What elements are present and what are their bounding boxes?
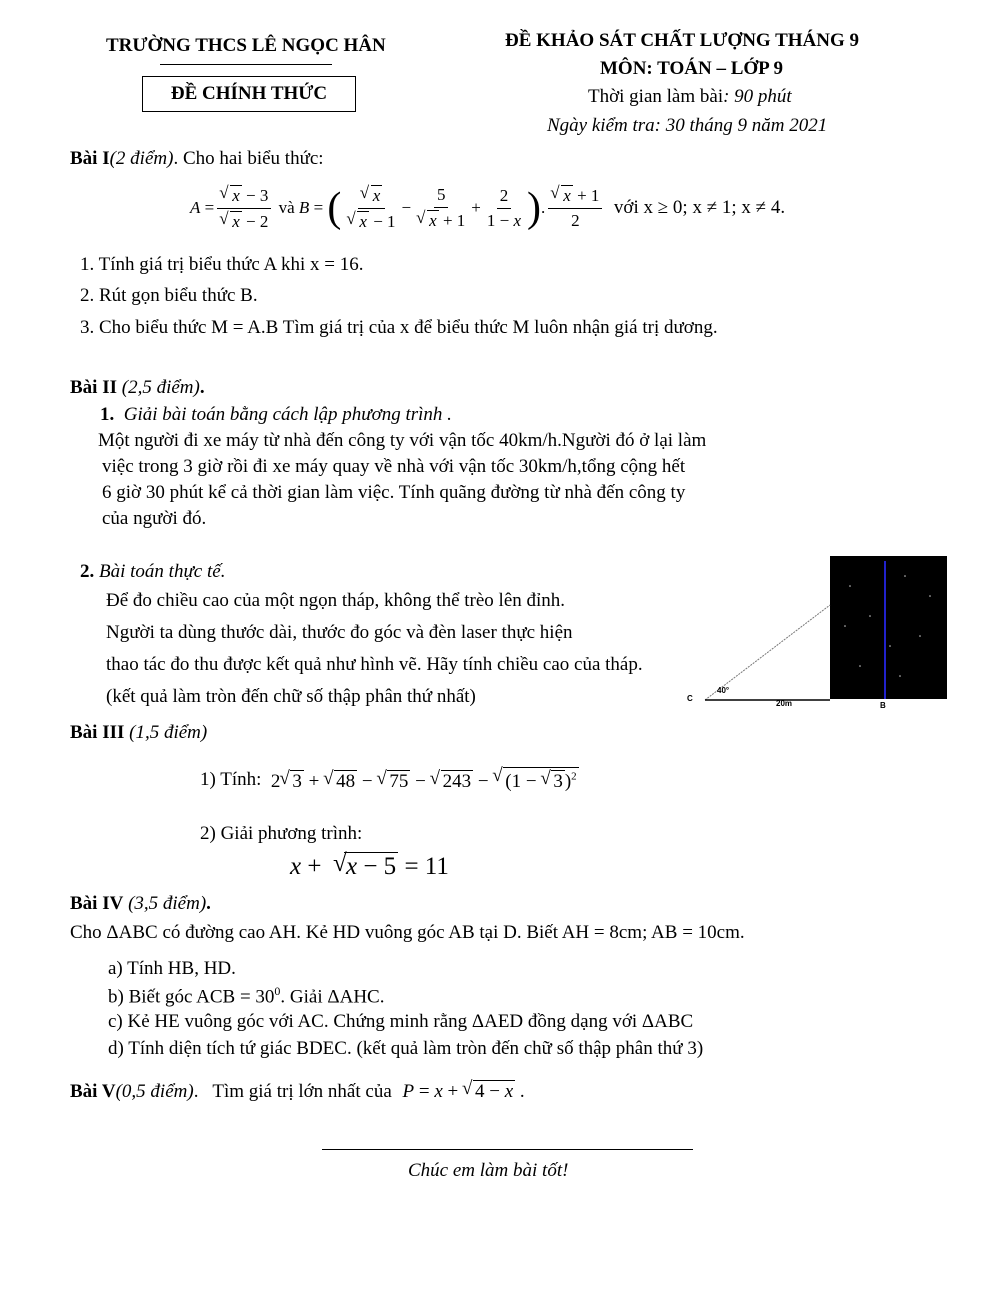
time-value: : 90 phút	[723, 86, 792, 107]
bai1-points: (2 điểm)	[109, 148, 174, 169]
bai2-heading: Bài II (2,5 điểm).	[70, 377, 205, 398]
bai2-part1-heading: 1. Giải bài toán bằng cách lập phương trình .	[100, 404, 452, 425]
bai4-title: Bài IV	[70, 893, 124, 914]
bai2-title: Bài II	[70, 377, 117, 398]
footer-wish: Chúc em làm bài tốt!	[408, 1160, 569, 1181]
bai3-points: (1,5 điểm)	[124, 722, 208, 743]
bai3-title: Bài III	[70, 722, 125, 743]
tower-stars	[830, 556, 947, 699]
bai1-item-1: 1. Tính giá trị biểu thức A khi x = 16.	[80, 254, 364, 275]
bai1-intro: . Cho hai biểu thức:	[173, 148, 324, 169]
bai5-title: Bài V	[70, 1080, 116, 1102]
bai2-p2-line-4: (kết quả làm tròn đến chữ số thập phân thứ nhất)	[106, 686, 476, 707]
exam-date: Ngày kiểm tra: 30 tháng 9 năm 2021	[547, 115, 828, 136]
bai5-text: . Tìm giá trị lớn nhất của	[193, 1080, 397, 1102]
bai3-q2-label: 2) Giải phương trình:	[200, 823, 363, 844]
bai1-item-2: 2. Rút gọn biểu thức B.	[80, 285, 258, 306]
bai4-intro: Cho ΔABC có đường cao AH. Kẻ HD vuông góc AB tại D. Biết AH = 8cm; AB = 10cm.	[70, 922, 745, 943]
bai1-condition: với x ≥ 0; x ≠ 1; x ≠ 4.	[613, 197, 786, 218]
bai2-p2-line-1: Để đo chiều cao của một ngọn tháp, không thể trèo lên đỉnh.	[106, 590, 566, 611]
bai3-q1	[200, 760, 579, 800]
bai3-q1-expr: 2√ 3 + √ 48 − √ 75 − √ 243 − √ (1 − √ 3 )$^2$	[271, 767, 579, 793]
official-badge: ĐỀ CHÍNH THỨC	[142, 76, 356, 112]
distance-label: 20m	[776, 699, 793, 708]
tower-geometry	[690, 600, 835, 705]
exam-time	[588, 86, 792, 108]
school-underline	[160, 64, 332, 65]
bai2-p1-line-3: 6 giờ 30 phút kể cả thời gian làm việc. Tính quãng đường từ nhà đến công ty	[102, 482, 686, 503]
bai5-expr: P = x + √ 4 − x .	[403, 1080, 525, 1103]
point-b-label: B	[880, 701, 886, 710]
bai3-q2-equation: x + √ x − 5 = 11	[290, 852, 449, 881]
point-c-label: C	[687, 694, 693, 703]
bai2-part2-heading: 2. Bài toán thực tế.	[80, 561, 226, 582]
bai2-p1-line-1: Một người đi xe máy từ nhà đến công ty với vận tốc 40km/h.Người đó ở lại làm	[98, 430, 707, 451]
tower-photo	[830, 556, 947, 699]
bai4-points: (3,5 điểm)	[123, 893, 207, 914]
bai4-item-c: c) Kẻ HE vuông góc với AC. Chứng minh rằng ΔAED đồng dạng với ΔABC	[108, 1011, 694, 1032]
school-name: TRƯỜNG THCS LÊ NGỌC HÂN	[106, 35, 386, 56]
bai5-points: (0,5 điểm)	[115, 1080, 194, 1102]
bai3-q1-label: 1) Tính:	[200, 769, 262, 790]
footer-rule	[322, 1149, 693, 1150]
bai2-points: (2,5 điểm)	[117, 377, 200, 398]
bai2-part1-title: Giải bài toán bằng cách lập phương trình .	[123, 404, 452, 425]
and-word: và	[278, 198, 295, 217]
bai2-p1-line-4: của người đó.	[102, 508, 207, 529]
bai4-item-d: d) Tính diện tích tứ giác BDEC. (kết quả làm tròn đến chữ số thập phân thứ 3)	[108, 1038, 704, 1059]
bai3-heading	[70, 722, 207, 744]
time-label: Thời gian làm bài	[588, 86, 724, 107]
bai2-p2-line-2: Người ta dùng thước dài, thước đo góc và đèn laser thực hiện	[106, 622, 573, 643]
bai1-formula: A = √ x − 3 √ x − 2 và B = ( √ x √ x − 1 − 5 √ x + 1 + $\frac{2}{1 - x}$ ) . √ $\frac{x + 1}{2}$ với x ≥ 0; x ≠ 1; x ≠ 4.	[190, 176, 785, 240]
bai1-heading	[70, 148, 324, 170]
bai5-heading	[70, 1080, 525, 1103]
bai4-item-a: a) Tính HB, HD.	[108, 958, 236, 979]
bai1-item-3: 3. Cho biểu thức M = A.B Tìm giá trị của x để biểu thức M luôn nhận giá trị dương.	[80, 317, 718, 338]
exam-title: ĐỀ KHẢO SÁT CHẤT LƯỢNG THÁNG 9	[505, 30, 860, 51]
bai2-p2-line-3: thao tác đo thu được kết quả như hình vẽ. Hãy tính chiều cao của tháp.	[106, 654, 643, 675]
bai4-item-b: b) Biết góc ACB = $30^0$. Giải ΔAHC.	[108, 984, 385, 1008]
bai4-heading: Bài IV (3,5 điểm).	[70, 893, 211, 914]
bai1-title: Bài I	[70, 148, 110, 169]
bai2-p1-line-2: việc trong 3 giờ rồi đi xe máy quay về nhà với vận tốc 30km/h,tổng cộng hết	[102, 456, 686, 477]
angle-label: 40°	[717, 686, 730, 695]
bai2-part2-title: Bài toán thực tế.	[99, 561, 226, 582]
exam-subject: MÔN: TOÁN – LỚP 9	[600, 58, 783, 79]
